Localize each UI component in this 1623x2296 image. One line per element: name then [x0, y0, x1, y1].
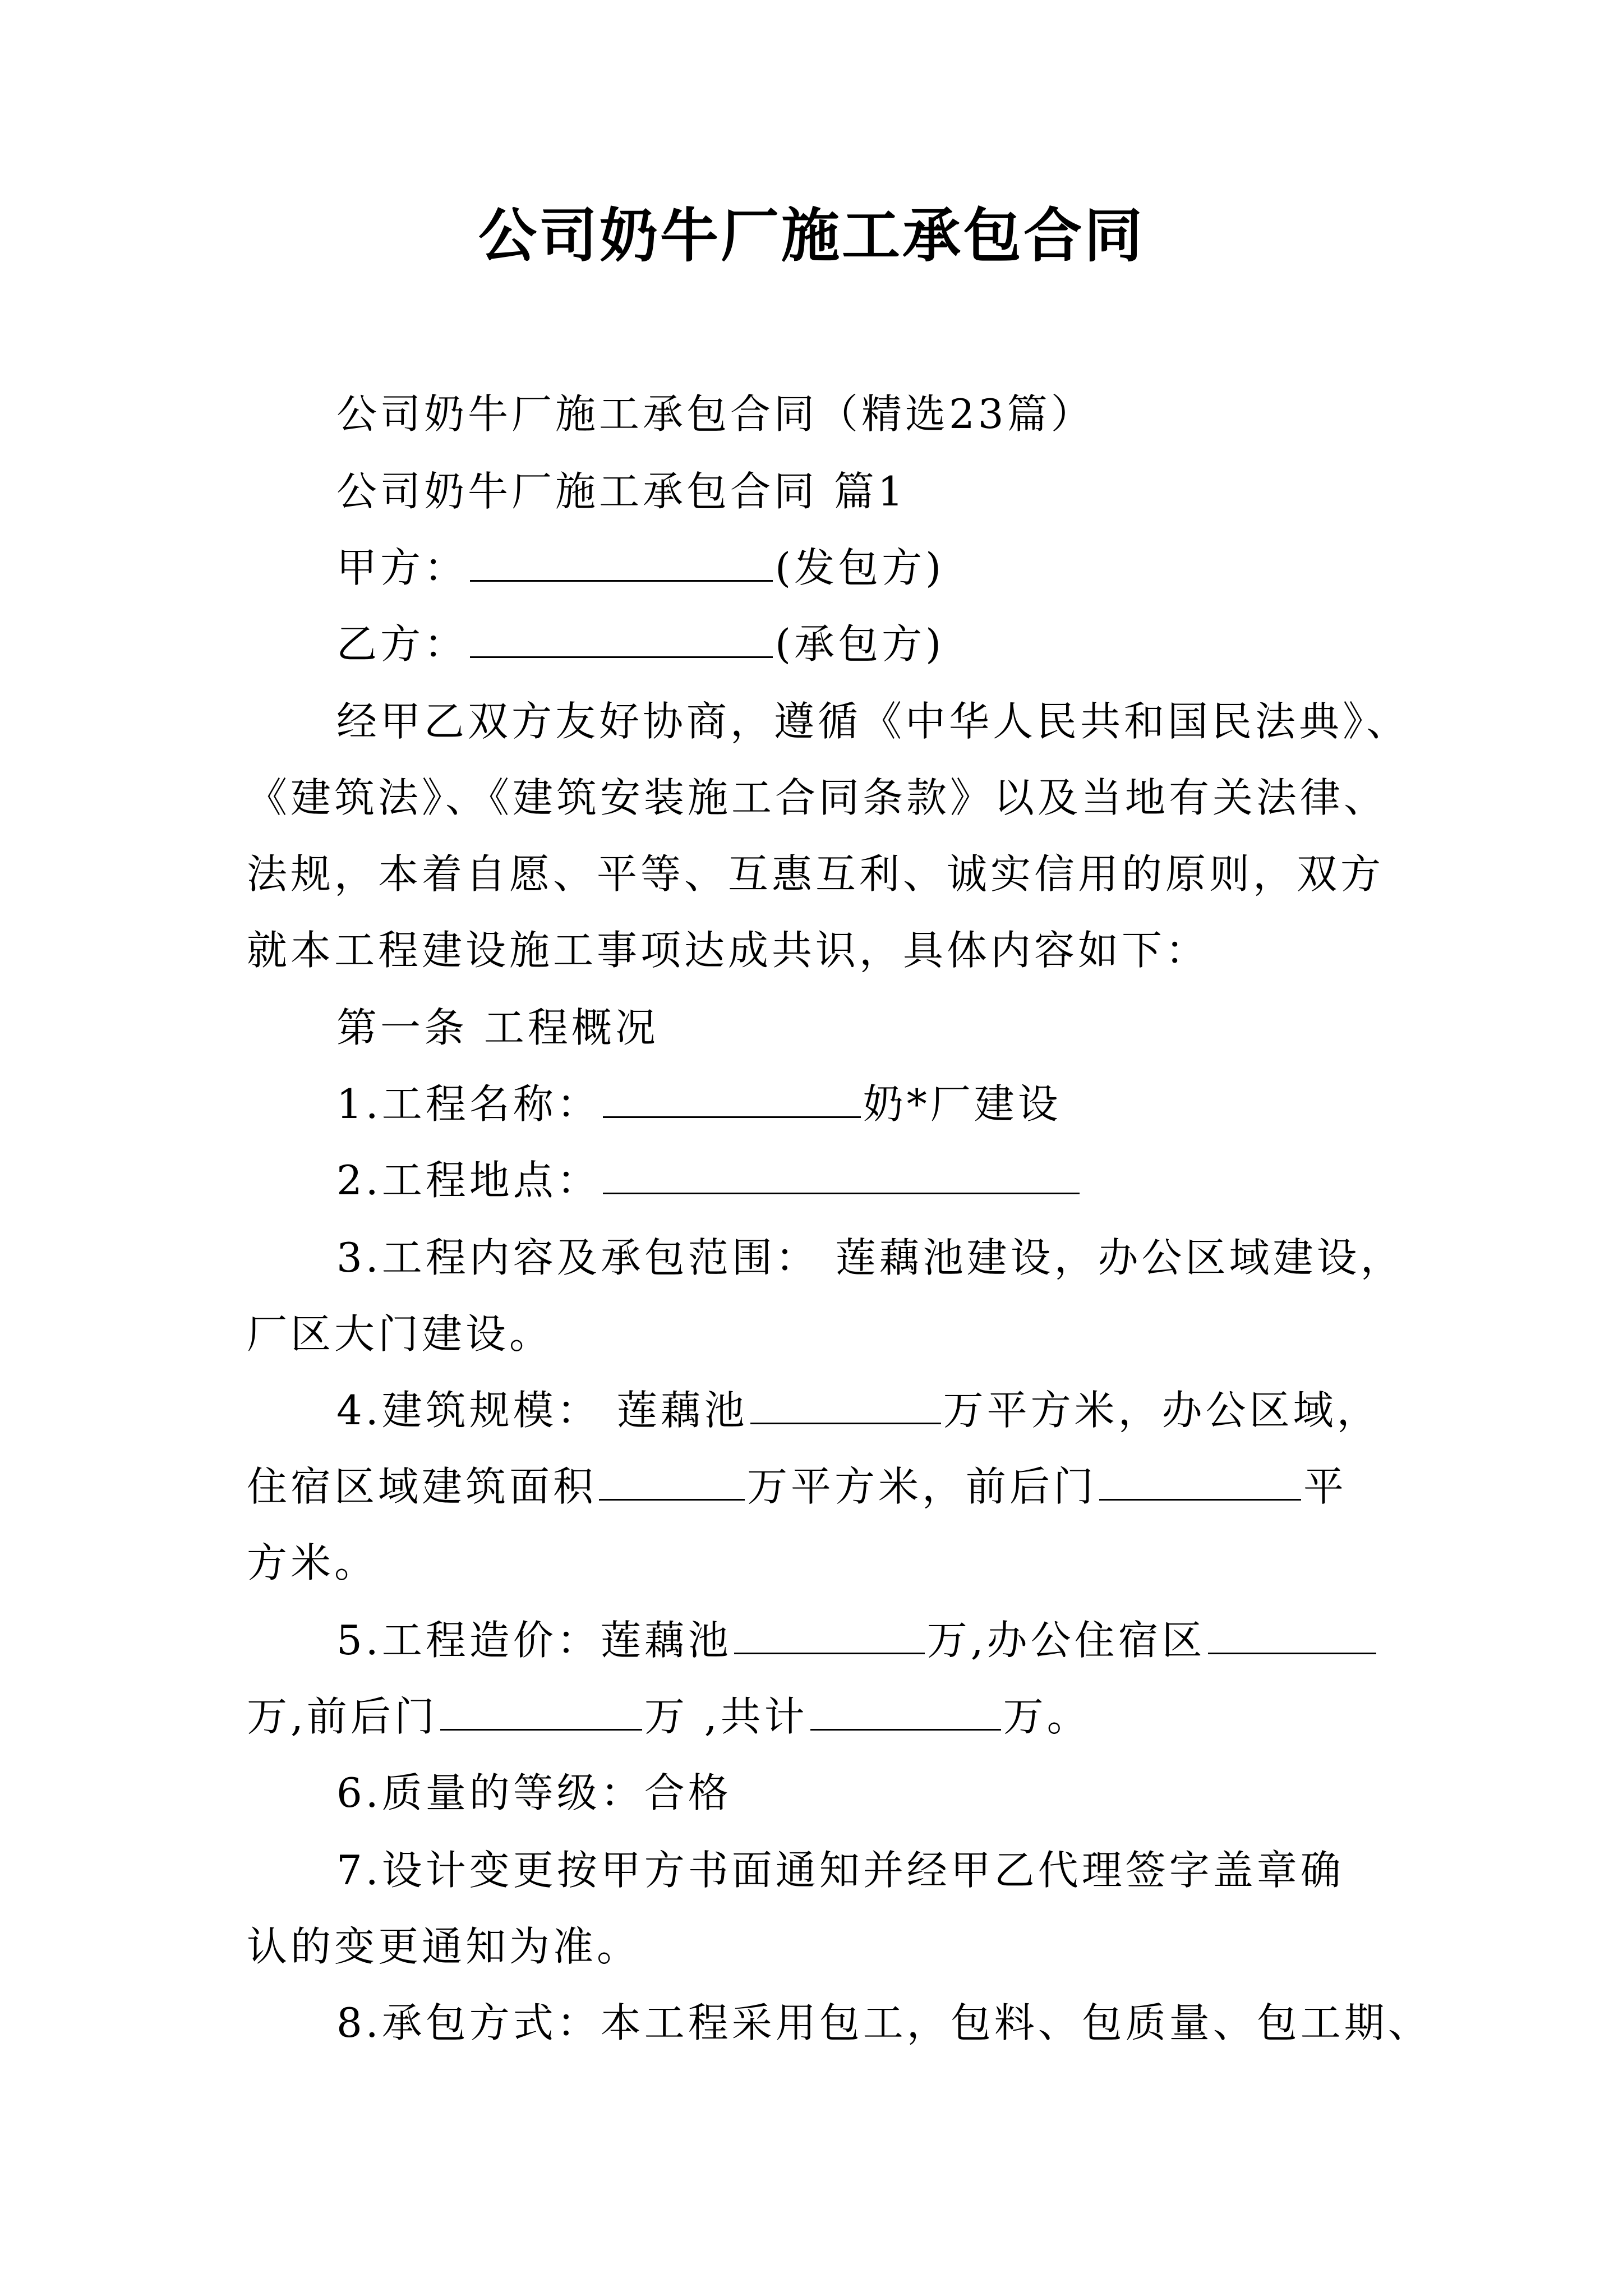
item7-line-1: 7.设计变更按甲方书面通知并经甲乙代理签字盖章确 [336, 1847, 1344, 1894]
item5-text-c: 万,前后门 [247, 1693, 438, 1740]
party-a-blank [470, 540, 773, 582]
item1-tail: 奶*厂建设 [863, 1080, 1062, 1128]
item4-line-3: 方米。 [247, 1539, 379, 1586]
item8-line-1: 8.承包方式：本工程采用包工，包料、包质量、包工期、 [336, 1999, 1432, 2046]
item4-line-2 [247, 1458, 1347, 1515]
party-b-label: 乙方： [336, 620, 468, 668]
item1-blank [603, 1076, 861, 1118]
item4-blank-3 [1099, 1458, 1301, 1501]
item2-blank [603, 1152, 1080, 1194]
item1-line [336, 1076, 1062, 1132]
item4-text-b: 万平方米，办公区域， [943, 1387, 1381, 1434]
item5-blank-1 [734, 1612, 925, 1654]
item2-line [336, 1152, 1082, 1208]
item5-blank-3 [440, 1688, 642, 1731]
item5-text-e: 万。 [1003, 1693, 1091, 1740]
item5-text-b: 万,办公住宿区 [926, 1617, 1206, 1664]
item5-text-a: 5.工程造价：莲藕池 [336, 1617, 732, 1664]
section-heading: 公司奶牛厂施工承包合同 篇1 [336, 468, 907, 515]
party-a-role: (发包方) [775, 544, 945, 591]
item4-text-e: 平 [1303, 1463, 1348, 1510]
party-a-line [336, 540, 944, 596]
item4-blank-2 [599, 1458, 745, 1501]
item5-line-2 [247, 1688, 1091, 1745]
item3-line-1: 3.工程内容及承包范围： 莲藕池建设，办公区域建设， [336, 1234, 1404, 1281]
item5-blank-2 [1208, 1612, 1376, 1654]
party-b-line [336, 616, 944, 672]
article1-heading: 第一条 工程概况 [336, 1004, 659, 1051]
intro-line-3: 法规，本着自愿、平等、互惠互利、诚实信用的原则，双方 [247, 850, 1385, 898]
item7-line-2: 认的变更通知为准。 [247, 1923, 641, 1970]
item4-text-d: 万平方米，前后门 [747, 1463, 1098, 1510]
intro-line-1: 经甲乙双方友好协商，遵循《中华人民共和国民法典》、 [336, 698, 1410, 745]
item6-line: 6.质量的等级：合格 [336, 1769, 732, 1816]
item5-line-1 [336, 1612, 1378, 1668]
item4-blank-1 [750, 1382, 941, 1424]
item5-blank-4 [810, 1688, 1001, 1731]
item4-text-a: 4.建筑规模： 莲藕池 [336, 1387, 748, 1434]
item4-line-1 [336, 1382, 1381, 1438]
item3-line-2: 厂区大门建设。 [247, 1310, 554, 1358]
party-a-label: 甲方： [336, 544, 468, 591]
item5-text-d: 万 ,共计 [644, 1693, 808, 1740]
party-b-blank [470, 616, 773, 658]
intro-line-2: 《建筑法》、《建筑安装施工合同条款》以及当地有关法律、 [247, 774, 1388, 821]
document-title: 公司奶牛厂施工承包合同 [478, 201, 1145, 270]
party-b-role: (承包方) [775, 620, 945, 668]
item4-text-c: 住宿区域建筑面积 [247, 1463, 597, 1510]
item1-label: 1.工程名称： [336, 1080, 601, 1128]
intro-line-4: 就本工程建设施工事项达成共识，具体内容如下： [247, 927, 1210, 974]
item2-label: 2.工程地点： [336, 1157, 601, 1204]
document-subtitle: 公司奶牛厂施工承包合同（精选23篇） [336, 390, 1095, 438]
